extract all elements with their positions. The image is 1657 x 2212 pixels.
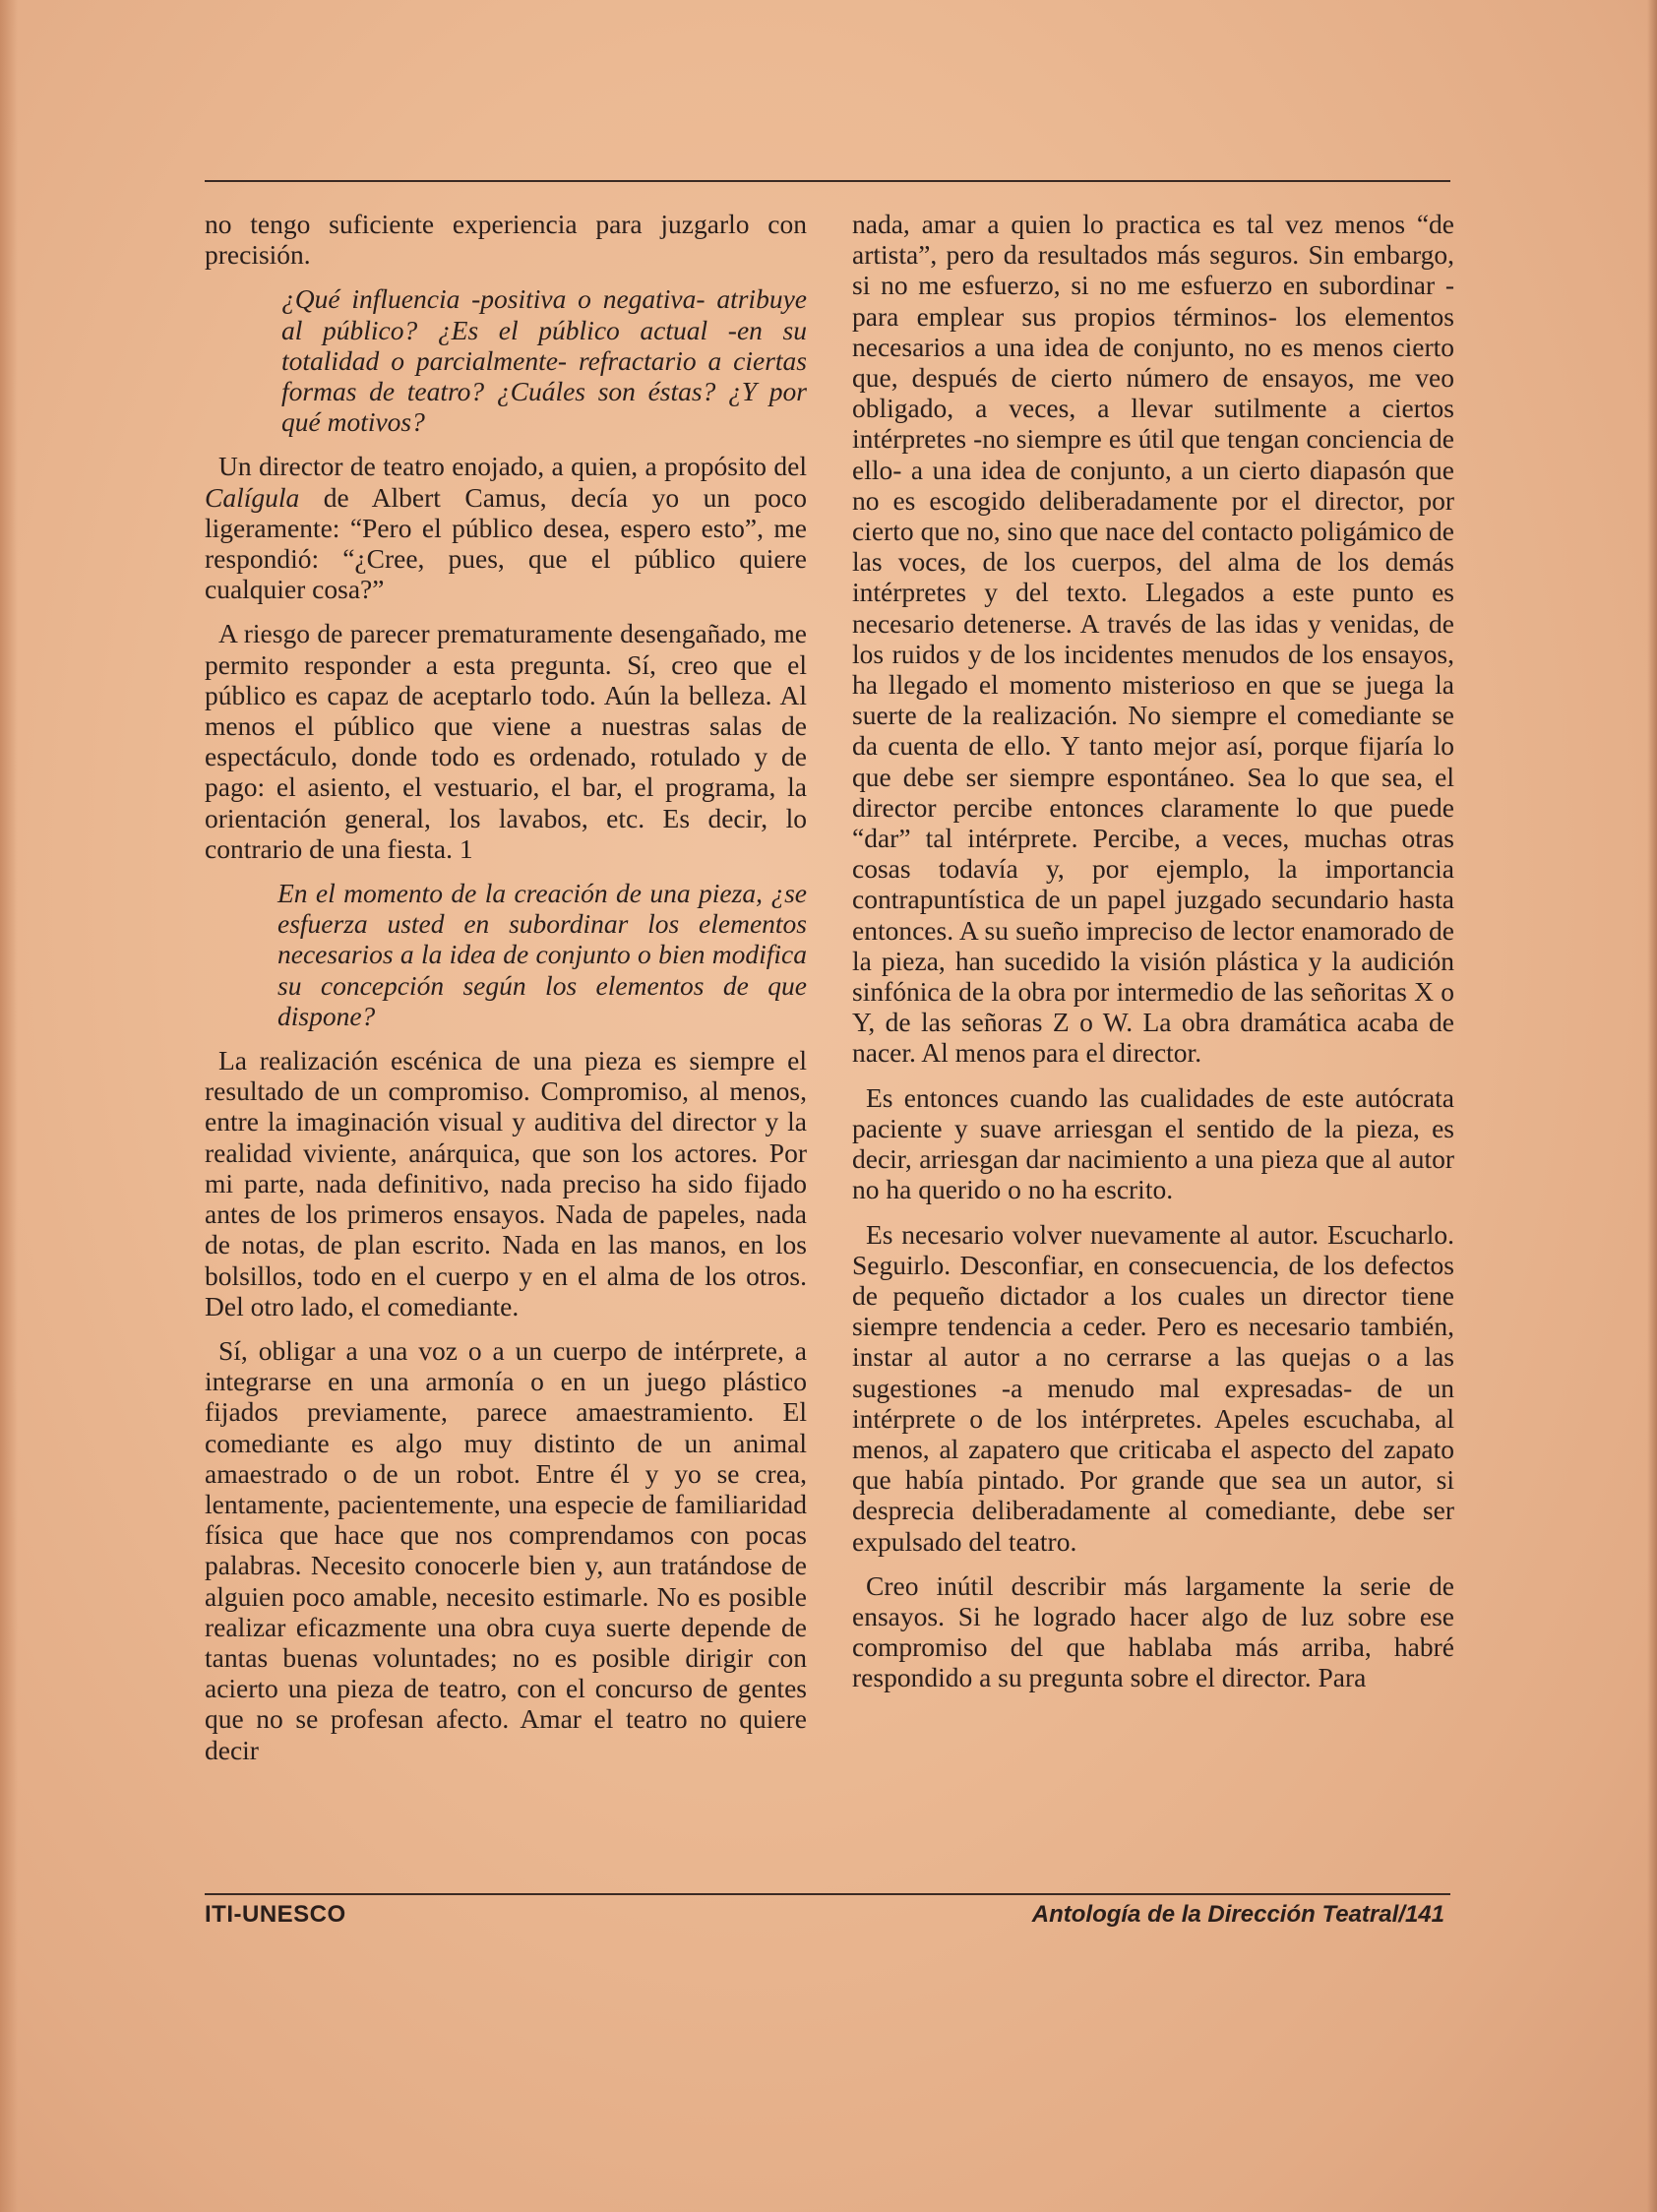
bottom-rule (205, 1893, 1450, 1895)
paragraph: La realización escénica de una pieza es siempre el resultado de un compromiso. Compromiso, al menos, entre la imaginación visual y auditiva del director y la realidad viviente, anárquica, que son los actores. Por mi parte, nada definitivo, nada preciso ha sido fijado antes de los primeros ensayos. Nada de papeles, nada de notas, de plan escrito. Nada en las manos, en los bolsillos, todo en el cuerpo y en el alma de los otros. Del otro lado, el comediante. (205, 1045, 807, 1321)
paragraph: no tengo suficiente experiencia para juzgarlo con precisión. (205, 209, 807, 271)
footer-publisher: ITI-UNESCO (205, 1901, 346, 1928)
paragraph: nada, amar a quien lo practica es tal vez menos “de artista”, pero da resultados más seguros. Sin embargo, si no me esfuerzo, si no me esfuerzo en subordinar -para emplear sus propios términos- los elementos necesarios a una idea de conjunto, no es menos cierto que, después de cierto número de ensayos, me veo obligado, a veces, a llevar sutilmente a ciertos intérpretes -no siempre es útil que tengan conciencia de ello- a una idea de conjunto, a un cierto diapasón que no es escogido deliberadamente por el director, por cierto que no, sino que nace del contacto poligámico de las voces, de los cuerpos, del alma de los demás intérpretes y del texto. Llegados a este punto es necesario detenerse. A través de las idas y venidas, de los ruidos y de los incidentes menudos de los ensayos, ha llegado el momento misterioso en que se juega la suerte de la realización. No siempre el comediante se da cuenta de ello. Y tanto mejor así, porque fijaría lo que debe ser siempre espontáneo. Sea lo que sea, el director percibe entonces claramente lo que puede “dar” tal intérprete. Percibe, a veces, muchas otras cosas todavía y, por ejemplo, la importancia contrapuntística de un papel juzgado secundario hasta entonces. A su sueño impreciso de lector enamorado de la pieza, han sucedido la visión plástica y la audición sinfónica de la obra por intermedio de las señoritas X o Y, de las señoras Z o W. La obra dramática acaba de nacer. Al menos para el director. (852, 209, 1454, 1069)
paragraph: Es entonces cuando las cualidades de este autócrata paciente y suave arriesgan el sentido de la pieza, es decir, arriesgan dar nacimiento a una pieza que al autor no ha querido o no ha escrito. (852, 1081, 1454, 1205)
paragraph: Sí, obligar a una voz o a un cuerpo de intérprete, a integrarse en una armonía o en un juego plástico fijados previamente, parece amaestramiento. El comediante es algo muy distinto de un animal amaestrado o de un robot. Entre él y yo se crea, lentamente, pacientemente, una especie de familiaridad física que hace que nos comprendamos con pocas palabras. Necesito conocerle bien y, aun tratándose de alguien poco amable, necesito estimarle. No es posible realizar eficazmente una obra cuya suerte depende de tantas buenas voluntades; no es posible dirigir con acierto una pieza de teatro, con el concurso de gentes que no se profesan afecto. Amar el teatro no quiere decir (205, 1334, 807, 1765)
paragraph-text: Un director de teatro enojado, a quien, a propósito del (218, 451, 807, 482)
interview-question: ¿Qué influencia -positiva o negativa- atribuye al público? ¿Es el público actual -en su totalidad o parcialmente- refractario a ciertas formas de teatro? ¿Cuáles son éstas? ¿Y por qué motivos? (281, 283, 807, 438)
page-edge-shadow-left (0, 0, 18, 2212)
right-column (852, 209, 1454, 1707)
paragraph: Creo inútil describir más largamente la serie de ensayos. Si he logrado hacer algo de luz sobre ese compromiso del que hablaba más arriba, habré respondido a su pregunta sobre el director. Para (852, 1569, 1454, 1693)
left-column (205, 209, 807, 1779)
paragraph: Es necesario volver nuevamente al autor. Escucharlo. Seguirlo. Desconfiar, en consecuencia, de los defectos de pequeño dictador a los cuales un director tiene siempre tendencia a ceder. Pero es necesario también, instar al autor a no cerrarse a las quejas o a las sugestiones -a menudo mal expresadas- de un intérprete o de los intérpretes. Apeles escuchaba, al menos, al zapatero que criticaba el aspecto del zapato que había pintado. Por grande que sea un autor, si desprecia deliberadamente al comediante, debe ser expulsado del teatro. (852, 1218, 1454, 1557)
interview-question: En el momento de la creación de una pieza, ¿se esfuerza usted en subordinar los elementos necesarios a la idea de conjunto o bien modifica su concepción según los elementos de que dispone? (277, 878, 807, 1031)
paragraph: A riesgo de parecer prematuramente desengañado, me permito responder a esta pregunta. Sí, creo que el público es capaz de aceptarlo todo. Aún la belleza. Al menos el público que viene a nuestras salas de espectáculo, donde todo es ordenado, rotulado y de pago: el asiento, el vestuario, el bar, el programa, la orientación general, los lavabos, etc. Es decir, lo contrario de una fiesta. 1 (205, 618, 807, 864)
top-rule (205, 180, 1450, 182)
paragraph (205, 451, 807, 604)
footer-running-title: Antología de la Dirección Teatral/141 (1031, 1901, 1444, 1928)
page-edge-shadow-right (1647, 0, 1657, 2212)
paragraph-text: de Albert Camus, decía yo un poco ligeramente: “Pero el público desea, espero esto”, me respondió: “¿Cree, pues, que el público quiere cualquier cosa?” (205, 481, 808, 605)
work-title: Calígula (205, 481, 300, 513)
